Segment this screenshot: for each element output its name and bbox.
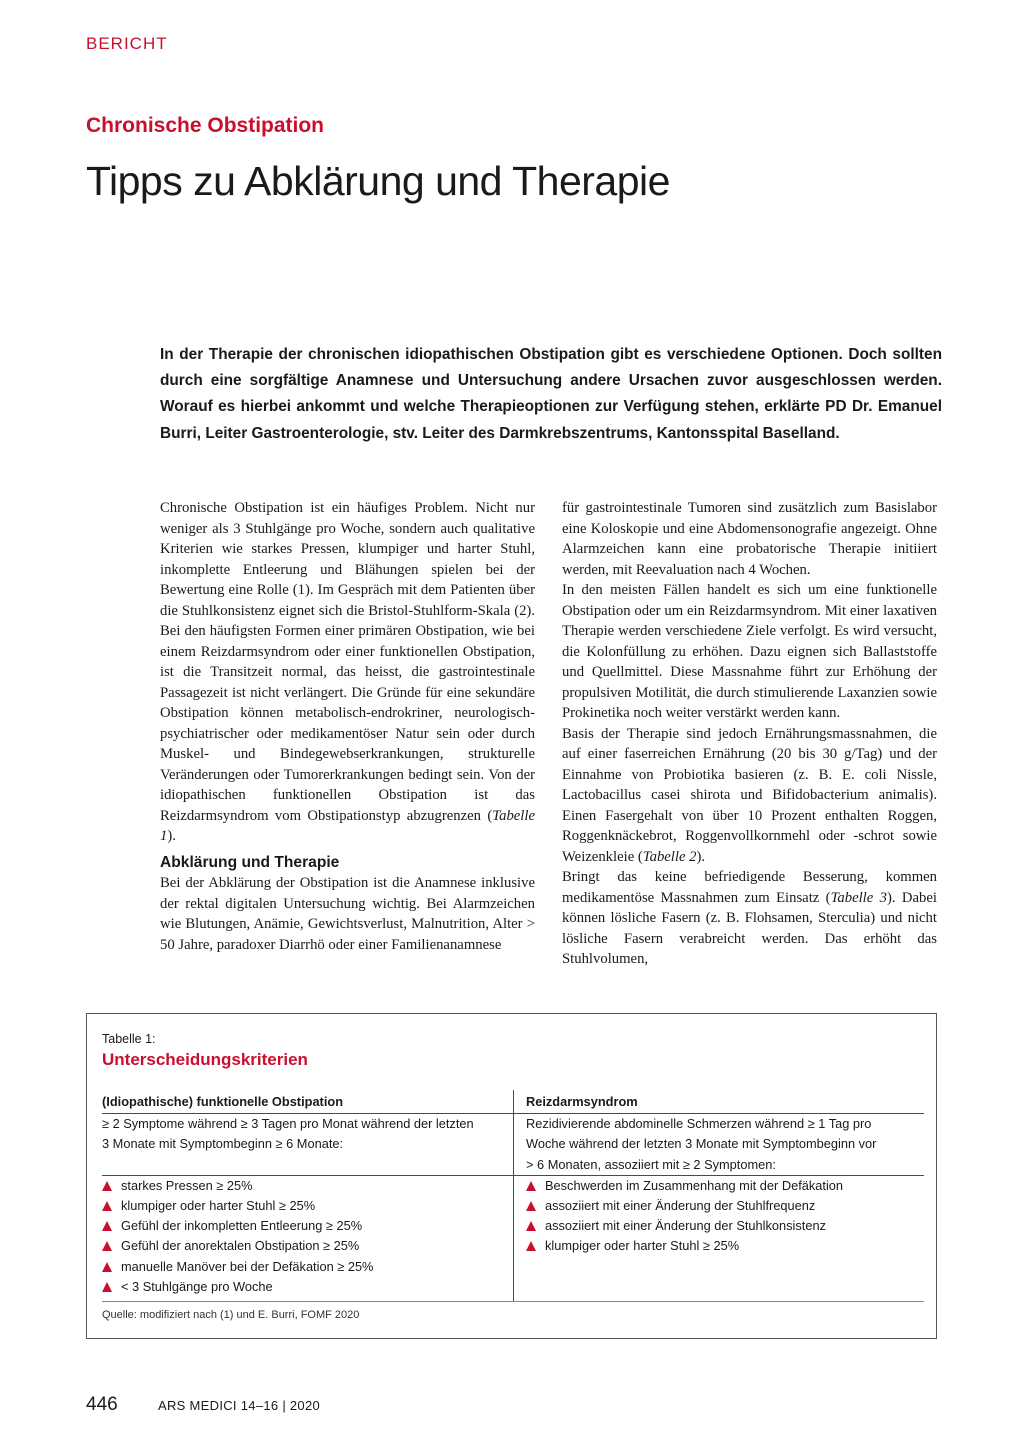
body-column-right xyxy=(562,498,937,970)
table-header-cell: Reizdarmsyndrom xyxy=(513,1090,924,1113)
criteria-table xyxy=(102,1090,924,1302)
body-paragraph: Chronische Obstipation ist ein häufiges Problem. Nicht nur weniger als 3 Stuhlgänge pro Woche, sondern auch qualitative Kriterien wie starkes Pressen, klumpiger und harter Stuhl, inkomplette Entleerung und Blähungen spielen bei der Bewertung eine Rolle (1). Im Gespräch mit dem Patienten über die Stuhlkonsistenz eignet sich die Bristol-Stuhlform-Skala (2). Bei den häufigsten Formen einer primären Obstipation, wie bei einem Reizdarmsyndrom oder einer funktionellen Obstipation, ist die Transitzeit normal, das heisst, die gastrointestinale Passagezeit ist nicht verlängert. Die Gründe für eine sekundäre Obstipation können metabolisch-endrokriner, neurologisch-psychiatrischer oder medikamentöser Natur sein oder durch Muskel- und Bindegewebserkrankungen, strukturelle Veränderungen oder Tumorerkrankungen bedingt sein. Von der idiopathischen funktionellen Obstipation ist das Reizdarmsyndrom vom Obstipationstyp abzugrenzen (Tabelle 1). xyxy=(160,500,535,844)
table-reference: Tabelle 2 xyxy=(642,848,697,865)
red-triangle-bullet-icon xyxy=(526,1221,536,1231)
red-triangle-bullet-icon xyxy=(102,1282,112,1292)
page-number: 446 xyxy=(86,1394,118,1415)
body-paragraph: für gastrointestinale Tumoren sind zusätzlich zum Basislabor eine Koloskopie und eine Abdomensonografie angezeigt. Ohne Alarmzeichen kann eine probatorische Therapie initiiert werden, mit Reevaluation nach 4 Wochen. xyxy=(562,500,937,578)
table-cell: Rezidivierende abdominelle Schmerzen während ≥ 1 Tag pro Woche während der letzten 3 Monate mit Symptombeginn vor > 6 Monaten, assoziiert mit ≥ 2 Symptomen: xyxy=(513,1114,924,1175)
table-title: Unterscheidungskriterien xyxy=(102,1050,308,1069)
table-header-row xyxy=(102,1090,924,1113)
table-reference: Tabelle 1 xyxy=(160,807,535,844)
table-box xyxy=(86,1013,937,1339)
body-paragraph: In den meisten Fällen handelt es sich um eine funktionelle Obstipation oder um ein Reizdarmsyndrom. Mit einer laxativen Therapie werden verschiedene Ziele verfolgt. Es wird versucht, die Kolonfüllung zu erhöhen. Dazu eignen sich Ballaststoffe und Quellmittel. Diese Massnahme führt zur Erhöhung der propulsiven Motilität, die durch stimulierende Laxanzien sowie Prokinetika noch weiter verstärkt werden kann. xyxy=(562,582,937,721)
list-item: manuelle Manöver bei der Defäkation ≥ 25% xyxy=(102,1257,505,1277)
list-item: klumpiger oder harter Stuhl ≥ 25% xyxy=(102,1196,505,1216)
table-divider xyxy=(102,1301,924,1302)
red-triangle-bullet-icon xyxy=(102,1262,112,1272)
table-cell xyxy=(513,1176,924,1301)
red-triangle-bullet-icon xyxy=(526,1201,536,1211)
body-column-left xyxy=(160,498,535,955)
section-label: BERICHT xyxy=(86,34,168,53)
list-item: < 3 Stuhlgänge pro Woche xyxy=(102,1277,505,1297)
article-title: Tipps zu Abklärung und Therapie xyxy=(86,158,670,204)
table-reference: Tabelle 3 xyxy=(830,889,887,906)
list-item: starkes Pressen ≥ 25% xyxy=(102,1176,505,1196)
list-item: Gefühl der anorektalen Obstipation ≥ 25% xyxy=(102,1236,505,1256)
list-item: Beschwerden im Zusammenhang mit der Defäkation xyxy=(526,1176,924,1196)
journal-issue: ARS MEDICI 14–16 | 2020 xyxy=(158,1398,321,1413)
red-triangle-bullet-icon xyxy=(102,1201,112,1211)
red-triangle-bullet-icon xyxy=(102,1241,112,1251)
body-paragraph: Basis der Therapie sind jedoch Ernährungsmassnahmen, die auf einer faserreichen Ernährung (20 bis 30 g/Tag) und der Einnahme von Probiotika basieren (z. B. E. coli Nissle, Lactobacillus casei shirota und Bifidobacterium animalis). Einen Fasergehalt von über 10 Prozent enthalten Roggen, Roggenknäckebrot, Roggenvollkornmehl oder -schrot sowie Weizenkleie (Tabelle 2). xyxy=(562,725,937,865)
section-heading: Abklärung und Therapie xyxy=(160,853,340,871)
table-row xyxy=(102,1114,924,1175)
body-paragraph: Bei der Abklärung der Obstipation ist die Anamnese inklusive der rektal digitalen Untersuchung wichtig. Bei Alarmzeichen wie Blutungen, Anämie, Gewichtsverlust, Malnutrition, Alter > 50 Jahre, paradoxer Diarrhö oder einer Familienanamnese xyxy=(160,875,535,953)
list-item: Gefühl der inkompletten Entleerung ≥ 25% xyxy=(102,1216,505,1236)
table-source-note: Quelle: modifiziert nach (1) und E. Burri, FOMF 2020 xyxy=(102,1309,360,1321)
list-item: klumpiger oder harter Stuhl ≥ 25% xyxy=(526,1236,924,1256)
table-row xyxy=(102,1176,924,1301)
red-triangle-bullet-icon xyxy=(526,1181,536,1191)
table-cell: ≥ 2 Symptome während ≥ 3 Tagen pro Monat während der letzten 3 Monate mit Symptombeginn ≥ 6 Monate: xyxy=(102,1116,474,1152)
red-triangle-bullet-icon xyxy=(526,1241,536,1251)
list-item: assoziiert mit einer Änderung der Stuhlkonsistenz xyxy=(526,1216,924,1236)
lead-paragraph: In der Therapie der chronischen idiopathischen Obstipation gibt es verschiedene Optionen. Doch sollten durch eine sorgfältige Anamnese und Untersuchung andere Ursachen zuvor ausgeschlossen werden. Worauf es hierbei ankommt und welche Therapieoptionen zur Verfügung stehen, erklärte PD Dr. Emanuel Burri, Leiter Gastroenterologie, stv. Leiter des Darmkrebszentrums, Kantonsspital Baselland. xyxy=(160,346,942,442)
red-triangle-bullet-icon xyxy=(102,1221,112,1231)
article-kicker: Chronische Obstipation xyxy=(86,114,325,137)
body-paragraph: Bringt das keine befriedigende Besserung, kommen medikamentöse Massnahmen zum Einsatz (Tabelle 3). Dabei können lösliche Fasern (z. B. Flohsamen, Sterculia) und nicht lösliche Fasern verabreicht werden. Das erhöht das Stuhlvolumen, xyxy=(562,869,937,967)
table-cell xyxy=(102,1176,513,1301)
table-header-cell: (Idiopathische) funktionelle Obstipation xyxy=(102,1094,344,1109)
table-label: Tabelle 1: xyxy=(102,1032,156,1046)
list-item: assoziiert mit einer Änderung der Stuhlfrequenz xyxy=(526,1196,924,1216)
red-triangle-bullet-icon xyxy=(102,1181,112,1191)
